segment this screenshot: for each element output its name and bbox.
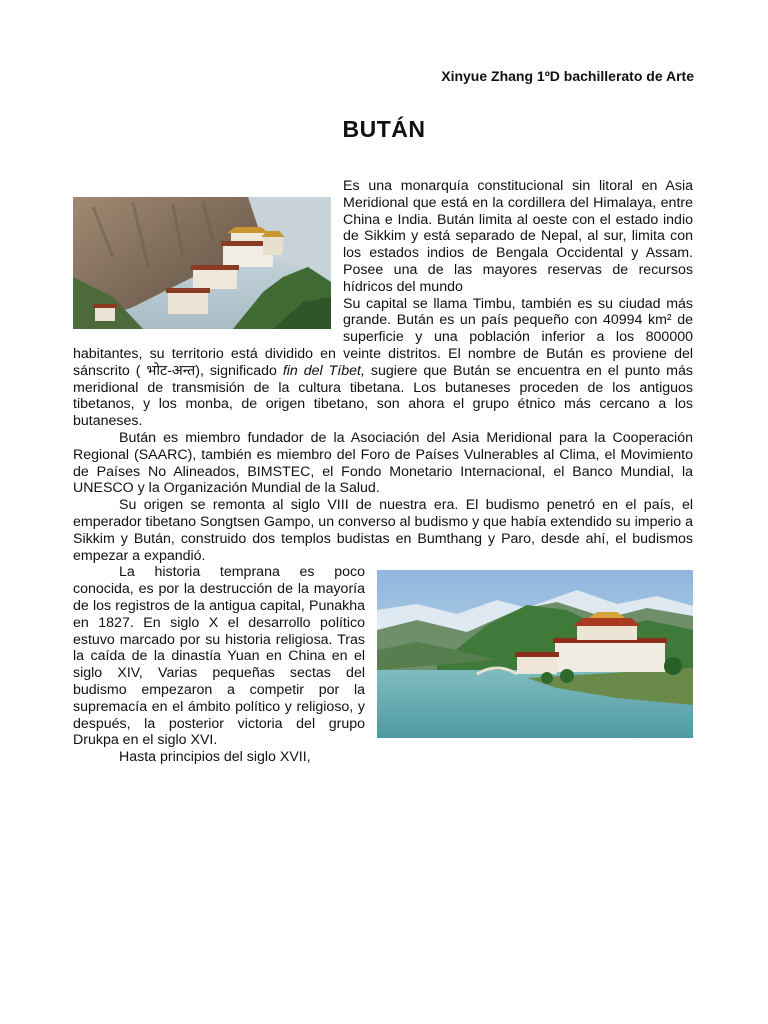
paragraph-5: La historia temprana es poco conocida, es por la destrucción de la mayoría de los registros de la antigua capital, Punakha en 1827. En siglo X el desarrollo político estuvo marcado por su historia religiosa. Tras la caída de la dinastía Yuan en China en el siglo XIV, Varias pequeñas sectas del budismo empezaron a competir por la supremacía en el ámbito político y religioso, y después, la posterior victoria del grupo Drukpa en el siglo XVI. — [73, 564, 365, 749]
paragraph-2-text-b: sugiere que Bután se encuentra en el punto más meridional de transmisión de la cultura tibetana. Los butaneses proceden de los antiguos tibetanos, y los monba, de origen tibetano, son ahora el grupo étnico más cercano a los butaneses. — [73, 362, 693, 430]
paragraph-1: Es una monarquía constitucional sin litoral en Asia Meridional que está en la cordillera del Himalaya, entre China e India. Bután limita al oeste con el estado indio de Sikkim y está separado de Nepal, al sur, limita con los estados indios de Bengala Occidental y Assam. Posee una de las mayores reservas de recursos hídricos del mundo — [343, 178, 693, 295]
paragraph-4: Su origen se remonta al siglo VIII de nuestra era. El budismo penetró en el país, el emperador tibetano Songtsen Gampo, un converso al budismo y que había extendido su imperio a Sikkim y Bután, construido dos templos budistas en Bumthang y Paro, desde ahí, el budismos empezar a expandió. — [73, 497, 693, 564]
page-title: BUTÁN — [342, 116, 426, 142]
paragraph-3: Bután es miembro fundador de la Asociación del Asia Meridional para la Cooperación Regional (SAARC), también es miembro del Foro de Países Vulnerables al Clima, el Movimiento de Países No Alineados, BIMSTEC, el Fondo Monetario Internacional, el Banco Mundial, la UNESCO y la Organización Mundial de la Salud. — [73, 429, 693, 497]
paragraph-2-text-a: Su capital se llama Timbu, también es su ciudad más grande. Bután es un país pequeño con 40994 km² de superficie y una población inferior a los 800000 habitantes, su territorio está dividido en veinte distritos. El nombre de Bután es proviene del sánscrito ( भोट-अन्त), significado — [73, 295, 693, 379]
document-body — [73, 178, 693, 766]
paragraph-2-emphasis: fin del Tíbet, — [282, 362, 365, 379]
paragraph-6: Hasta principios del siglo XVII, — [119, 749, 311, 766]
dzong-river-photo — [377, 570, 693, 738]
author-line: Xinyue Zhang 1ºD bachillerato de Arte — [441, 68, 694, 84]
monastery-cliff-photo — [73, 197, 331, 329]
